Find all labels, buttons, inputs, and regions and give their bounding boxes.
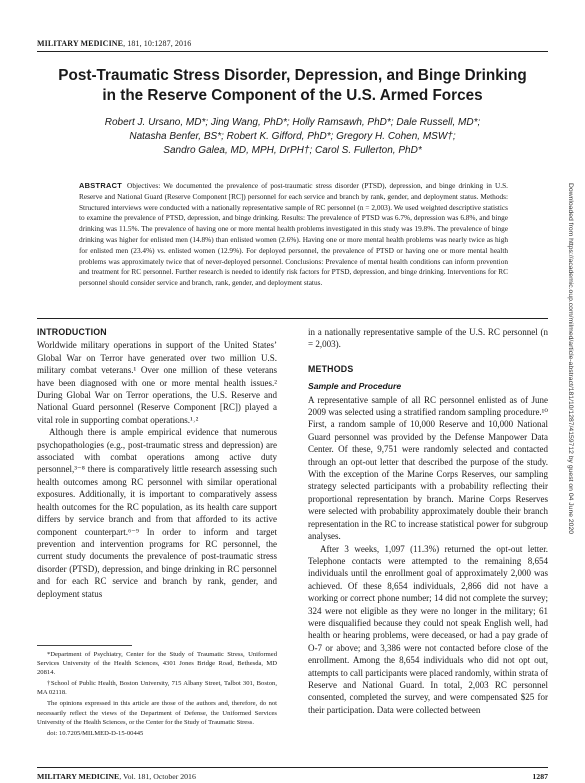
page-footer <box>37 772 548 781</box>
sample-procedure-heading: Sample and Procedure <box>308 381 402 392</box>
authors-line-1: Robert J. Ursano, MD*; Jing Wang, PhD*; Holly Ramsawh, PhD*; Dale Russell, MD*; <box>104 117 481 128</box>
download-notice: Downloaded from https://academic.oup.com/milmed/article-abstract/181/10/1287/4159712 by guest on 04 June 2020 <box>567 183 574 535</box>
authors-line-3: Sandro Galea, MD, MPH, DrPH†; Carol S. Fullerton, PhD* <box>163 145 422 156</box>
methods-paragraph-2: After 3 weeks, 1,097 (11.3%) returned the opt-out letter. Telephone contacts were attempted to the remaining 8,654 individuals until the enrollment goal of approximately 2,000 was achieved. Of these 8,654 individuals, 2,866 did not have a working or correct phone number; 14 did not complete the survey; 324 were not eligible as they were no longer in the military; 61 were disqualified because they could not speak English well, had health or hearing problems, were deceased, or had a pay grade of O-7 or above; and 3,386 were not contacted before close of the enrollment. Among the 8,654 individuals who did not opt out, attempts to call participants were placed randomly, within strata of Reserve and National Guard. In total, 2,003 RC personnel consented, completed the survey, and were compensated $25 for their participation. Data were collected between <box>308 543 548 715</box>
methods-paragraph-1: A representative sample of all RC personnel enlisted as of June 2009 was selected using a stratified random sampling procedure.¹⁰ First, a random sample of 10,000 Reserve and 10,000 National Guard personnel was provided by the Defense Manpower Data Center. Of these, 9,751 were randomly selected and contacted through an opt-out letter that described the purpose of the study. With the exception of the Marine Corps Reserves, our sampling strategy selected participants with a probability reflecting their proportional representation by branch. Marine Corps Reserves were selected with probability approximately double their branch representation in the RC to increase statistical power for subgroup analyses. <box>308 394 548 542</box>
introduction-heading: INTRODUCTION <box>37 327 107 337</box>
footer-rule <box>37 767 548 768</box>
footnote-rule <box>37 645 132 646</box>
footnotes <box>37 650 277 740</box>
doi: doi: 10.7205/MILMED-D-15-00445 <box>47 729 144 737</box>
footnote-disclaimer: The opinions expressed in this article are those of the authors and, therefore, do not necessarily reflect the views of the Department of Defense, the Uniformed Services University of the Health Sciences, or the Center for the Study of Traumatic Stress. <box>37 700 277 726</box>
page-number: 1287 <box>532 772 548 781</box>
journal-name: MILITARY MEDICINE <box>37 39 124 48</box>
title-line-2: in the Reserve Component of the U.S. Armed Forces <box>102 87 483 104</box>
intro-paragraph-continued: in a nationally representative sample of the U.S. RC personnel (n = 2,003). <box>308 327 548 350</box>
right-column <box>308 326 548 716</box>
abstract-label: ABSTRACT <box>79 181 123 190</box>
title-line-1: Post-Traumatic Stress Disorder, Depression, and Binge Drinking <box>58 67 527 84</box>
citation: , 181, 10:1287, 2016 <box>123 39 192 48</box>
intro-paragraph-2: Although there is ample empirical evidence that numerous psychopathologies (e.g., post-traumatic stress and depression) are associated with combat operations among active duty personnel,³⁻⁸ there is comparatively little research assessing such health outcomes among RC personnel with similar operational exposures. Additionally, it is important to comparatively assess health outcomes for the RC population, as its health care support differs by service branch and from that afforded to its active component counterpart.⁶⁻⁹ In order to inform and target prevention and intervention programs for RC personnel, the current study documents the prevalence of post-traumatic stress disorder (PTSD), depression, and binge drinking in RC personnel and for each RC service and branch by rank, gender, and deployment status <box>37 427 277 599</box>
article-title <box>40 66 545 106</box>
abstract-rule <box>37 318 548 319</box>
author-list <box>40 116 545 158</box>
footer-issue: , Vol. 181, October 2016 <box>119 772 196 781</box>
left-column <box>37 326 277 600</box>
footnote-affiliation-1: *Department of Psychiatry, Center for the Study of Traumatic Stress, Uniformed Services University of the Health Sciences, 4301 Jones Bridge Road, Bethesda, MD 20814. <box>37 651 277 677</box>
header-rule <box>37 51 548 52</box>
abstract-text: Objectives: We documented the prevalence of post-traumatic stress disorder (PTSD), depression, and binge drinking in U.S. Reserve and National Guard (Reserve Component [RC]) personnel for each service and branch by rank, gender, and deployment status. Methods: Structured interviews were conducted with a nationally representative sample of RC personnel (n = 2,003). We used weighted descriptive statistics to examine the prevalence of PTSD, depression, and binge drinking. Results: The prevalence of PTSD was 6.7%, depression was 6.8%, and binge drinking was 11.5%. The prevalence of having one or more mental health problems investigated in this study was 19.8%. The prevalence of binge drinking was higher for enlisted men (14.8%) than enlisted women (2.6%). Having one or more mental health problems was nearly twice as high for enlisted men (23.4%) vs. enlisted women (12.9%). For deployed personnel, the prevalence of PTSD or having one or more mental health problems was approximately twice that of never-deployed personnel. Conclusions: Prevalence of mental health conditions can inform prevention and treatment for RC personnel. Further research is needed to identify risk factors for PTSD, depression, and binge drinking. Interventions for RC personnel should consider service and branch, rank, gender, and deployment status. <box>79 181 508 288</box>
authors-line-2: Natasha Benfer, BS*; Robert K. Gifford, PhD*; Gregory H. Cohen, MSW†; <box>129 131 456 142</box>
intro-paragraph-1: Worldwide military operations in support of the United States’ Global War on Terror have generated over two million U.S. military combat veterans.¹ Over one million of these veterans have been diagnosed with one or more mental health issues.² During Global War on Terror operations, the U.S. Reserve and National Guard personnel (Reserve Component [RC]) played a vital role in supporting combat operations.¹˒² <box>37 340 277 425</box>
footnote-affiliation-2: †School of Public Health, Boston University, 715 Albany Street, Talbot 301, Boston, MA 02118. <box>37 680 277 697</box>
abstract <box>79 181 508 289</box>
methods-heading: METHODS <box>308 363 354 374</box>
footer-journal: MILITARY MEDICINE <box>37 772 120 781</box>
running-header <box>37 39 191 48</box>
download-sidebar <box>566 183 576 773</box>
